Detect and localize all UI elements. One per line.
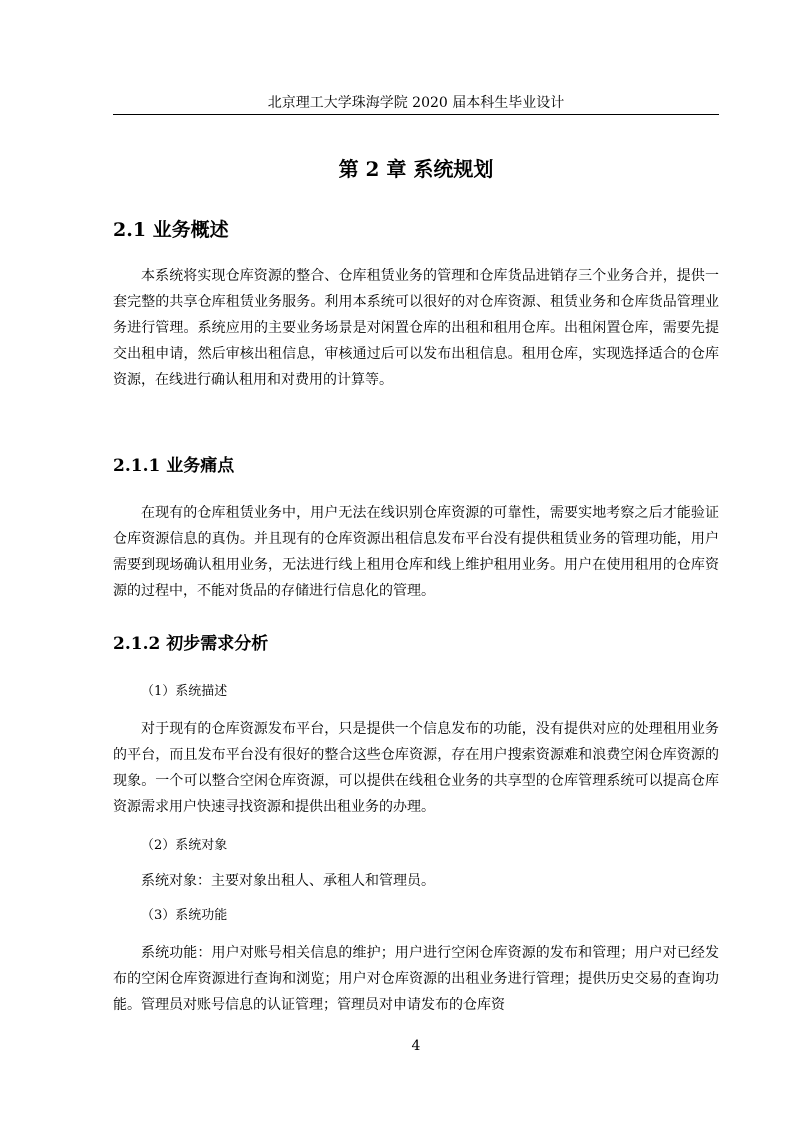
header-rule <box>113 114 719 115</box>
item-3-paragraph: 系统功能：用户对账号相关信息的维护；用户进行空闲仓库资源的发布和管理；用户对已经发布的空闲仓库资源进行查询和浏览；用户对仓库资源的出租业务进行管理；提供历史交易的查询功能。管理员对账号信息的认证管理；管理员对申请发布的仓库资 <box>113 945 719 1013</box>
section-heading-2-1-1: 2.1.1 业务痛点 <box>113 456 235 476</box>
section-heading-2-1-2: 2.1.2 初步需求分析 <box>113 634 269 654</box>
item-1-paragraph: 对于现有的仓库资源发布平台，只是提供一个信息发布的功能，没有提供对应的处理租用业务的平台，而且发布平台没有很好的整合这些仓库资源，存在用户搜索资源难和浪费空闲仓库资源的现象。一个可以整合空闲仓库资源，可以提供在线租仓业务的共享型的仓库管理系统可以提高仓库资源需求用户快速寻找资源和提供出租业务的办理。 <box>113 721 719 815</box>
item-label-system-objects: （2）系统对象 <box>141 838 228 853</box>
item-label-system-functions: （3）系统功能 <box>141 908 228 923</box>
section-2-1-paragraph: 本系统将实现仓库资源的整合、仓库租赁业务的管理和仓库货品进销存三个业务合并，提供一套完整的共享仓库租赁业务服务。利用本系统可以很好的对仓库资源、租赁业务和仓库货品管理业务进行管理。系统应用的主要业务场景是对闲置仓库的出租和租用仓库。出租闲置仓库，需要先提交出租申请，然后审核出租信息，审核通过后可以发布出租信息。租用仓库，实现选择适合的仓库资源，在线进行确认租用和对费用的计算等。 <box>113 268 719 388</box>
running-header: 北京理工大学珠海学院 2020 届本科生毕业设计 <box>267 95 565 111</box>
item-label-system-description: （1）系统描述 <box>141 684 228 699</box>
item-2-text: 系统对象：主要对象出租人、承租人和管理员。 <box>141 873 435 889</box>
chapter-title: 第 2 章 系统规划 <box>338 157 494 181</box>
section-2-1-1-paragraph: 在现有的仓库租赁业务中，用户无法在线识别仓库资源的可靠性，需要实地考察之后才能验证仓库资源信息的真伪。并且现有的仓库资源出租信息发布平台没有提供租赁业务的管理功能，用户需要到现场确认租用业务，无法进行线上租用仓库和线上维护租用业务。用户在使用租用的仓库资源的过程中，不能对货品的存储进行信息化的管理。 <box>113 505 719 599</box>
section-heading-2-1: 2.1 业务概述 <box>113 219 229 241</box>
page-number: 4 <box>411 1038 421 1054</box>
